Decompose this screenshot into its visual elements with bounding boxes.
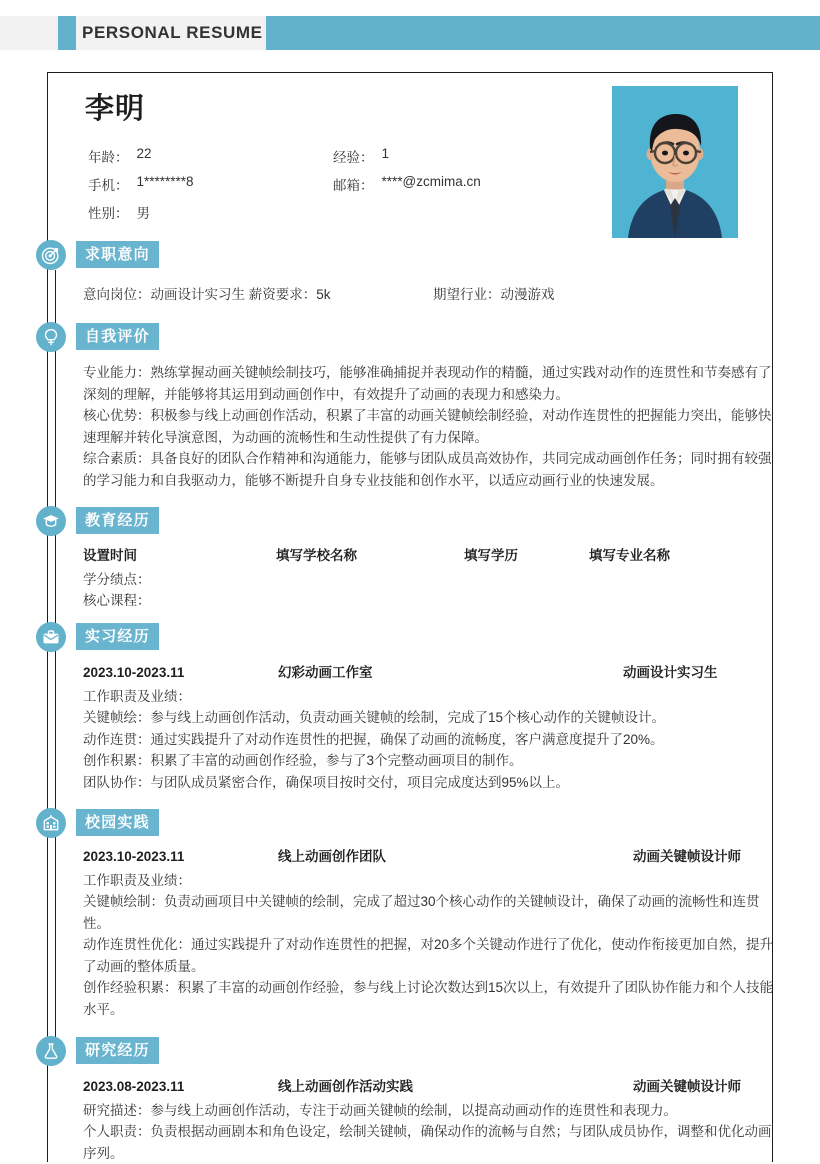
field-value: 1********8 <box>136 174 194 189</box>
school-building-icon <box>36 808 66 838</box>
field-label: 手机： <box>88 178 129 193</box>
lightbulb-icon <box>36 322 66 352</box>
entry-org: 线上动画创作活动实践 <box>278 1079 413 1094</box>
education-column-major: 填写专业名称 <box>589 548 670 563</box>
section-title: 教育经历 <box>76 507 159 534</box>
entry-line: 研究描述：参与线上动画创作活动，专注于动画关键帧的绘制，以提高动画动作的连贯性和表现力。 <box>83 1102 677 1118</box>
field-phone <box>88 174 333 194</box>
header-accent-left <box>58 16 76 50</box>
section-title: 求职意向 <box>76 241 159 268</box>
entry-date: 2023.10-2023.11 <box>83 665 185 680</box>
education-body <box>83 545 763 612</box>
entry-line: 动作连贯：通过实践提升了对动作连贯性的把握，确保了动画的流畅度，客户满意度提升了20%。 <box>83 731 664 747</box>
entry-role: 动画关键帧设计师 <box>633 1079 741 1094</box>
education-columns <box>83 545 763 567</box>
entry-org: 幻彩动画工作室 <box>278 665 373 680</box>
page-title: PERSONAL RESUME <box>82 23 263 42</box>
flask-icon <box>36 1036 66 1066</box>
field-value: 男 <box>136 206 150 221</box>
entry-org: 线上动画创作团队 <box>278 849 386 864</box>
contact-row <box>88 174 588 194</box>
entry-line: 个人职责：负责根据动画剧本和角色设定，绘制关键帧，确保动作的流畅与自然；与团队成员协作，调整和优化动画序列。 <box>83 1124 772 1161</box>
section-title: 实习经历 <box>76 623 159 650</box>
education-column-time: 设置时间 <box>83 548 137 563</box>
entry-line: 创作积累：积累了丰富的动画创作经验，参与了3个完整动画项目的制作。 <box>83 753 523 768</box>
research-body <box>83 1076 773 1164</box>
internship-entry-header <box>83 662 763 684</box>
self-eval-body <box>83 362 773 491</box>
self-eval-paragraph: 综合素质：具备良好的团队合作精神和沟通能力，能够与团队成员高效协作，共同完成动画创作任务；同时拥有较强的学习能力和自我驱动力，能够不断提升自身专业技能和创作水平，以适应动画行业的快速发展。 <box>83 451 772 488</box>
job-intent-left: 意向岗位：动画设计实习生 薪资要求：5k <box>83 287 331 302</box>
field-age <box>88 146 333 166</box>
education-detail-courses: 核心课程： <box>83 593 151 608</box>
field-label: 经验： <box>333 150 374 165</box>
timeline-segment <box>55 830 56 1045</box>
entry-line: 关键帧绘：参与线上动画创作活动，负责动画关键帧的绘制，完成了15个核心动作的关键帧设计。 <box>83 710 666 725</box>
education-column-degree: 填写学历 <box>464 548 518 563</box>
timeline-segment <box>55 348 56 530</box>
field-email <box>333 174 578 194</box>
entry-date: 2023.08-2023.11 <box>83 1079 185 1094</box>
graduation-cap-icon <box>36 506 66 536</box>
candidate-name: 李明 <box>85 93 146 125</box>
field-value: ****@zcmima.cn <box>381 174 481 189</box>
contact-info <box>88 146 588 230</box>
section-title: 校园实践 <box>76 809 159 836</box>
entry-date: 2023.10-2023.11 <box>83 849 185 864</box>
section-title: 自我评价 <box>76 323 159 350</box>
entry-line: 工作职责及业绩： <box>83 688 191 704</box>
field-gender <box>88 202 333 222</box>
entry-line: 团队协作：与团队成员紧密合作，确保项目按时交付，项目完成度达到95%以上。 <box>83 774 570 790</box>
field-value: 22 <box>136 146 152 161</box>
field-label: 年龄： <box>88 150 129 165</box>
entry-line: 创作经验积累：积累了丰富的动画创作经验，参与线上讨论次数达到15次以上，有效提升了团队协作能力和个人技能水平。 <box>83 980 774 1017</box>
internship-body <box>83 662 763 793</box>
field-label: 性别： <box>88 206 129 221</box>
field-value: 1 <box>381 146 390 161</box>
entry-line: 工作职责及业绩： <box>83 872 191 888</box>
self-eval-paragraph: 核心优势：积极参与线上动画创作活动，积累了丰富的动画关键帧绘制经验，对动作连贯性的把握能力突出，能够快速理解并转化导演意图，为动画的流畅性和生动性提供了有力保障。 <box>83 408 772 445</box>
entry-line: 关键帧绘制：负责动画项目中关键帧的绘制，完成了超过30个核心动作的关键帧设计，确保了动画的流畅性和连贯性。 <box>83 894 760 931</box>
self-eval-paragraph: 专业能力：熟练掌握动画关键帧绘制技巧，能够准确捕捉并表现动作的精髓，通过实践对动作的连贯性和节奏感有了深刻的理解，并能够将其运用到动画创作中，有效提升了动画的表现力和感染力。 <box>83 365 772 402</box>
briefcase-icon <box>36 622 66 652</box>
contact-row <box>88 146 588 166</box>
entry-role: 动画关键帧设计师 <box>633 849 741 864</box>
education-column-school: 填写学校名称 <box>276 548 357 563</box>
timeline-segment <box>55 645 56 830</box>
entry-line: 动作连贯性优化：通过实践提升了对动作连贯性的把握，对20多个关键动作进行了优化，使动作衔接更加自然，提升了动画的整体质量。 <box>83 937 774 974</box>
contact-row <box>88 202 588 222</box>
field-experience <box>333 146 578 166</box>
job-intent-body <box>83 284 763 306</box>
education-detail-gpa: 学分绩点： <box>83 571 151 587</box>
entry-role: 动画设计实习生 <box>623 665 718 680</box>
field-label: 邮箱： <box>333 178 374 193</box>
header-accent-right <box>266 16 820 50</box>
campus-entry-header <box>83 846 773 868</box>
campus-body <box>83 846 773 1020</box>
research-entry-header <box>83 1076 773 1098</box>
profile-photo <box>612 86 738 238</box>
section-title: 研究经历 <box>76 1037 159 1064</box>
job-intent-right: 期望行业：动漫游戏 <box>433 287 555 302</box>
target-icon <box>36 240 66 270</box>
